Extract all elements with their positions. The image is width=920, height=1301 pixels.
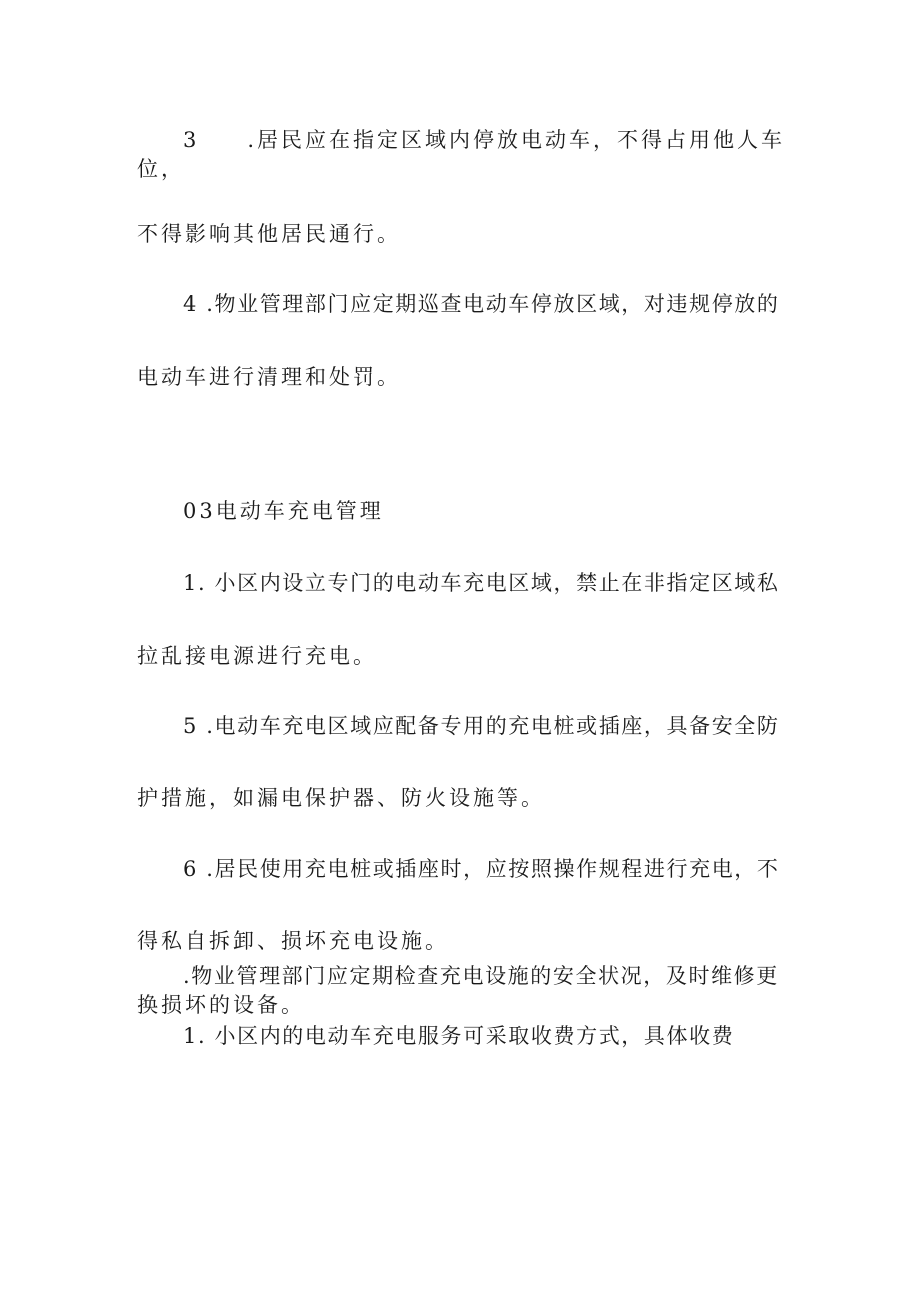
paragraph-3-text: .居民应在指定区域内停放电动车，不得占用他人车	[247, 128, 786, 152]
charging-item-5-line-2: 护措施，如漏电保护器、防火设施等。	[137, 786, 545, 810]
section-heading: 03电动车充电管理	[183, 499, 384, 523]
paragraph-3-line-3: 不得影响其他居民通行。	[137, 222, 401, 246]
paragraph-3-line-1	[183, 128, 843, 152]
charging-item-6-line-2: 得私自拆卸、损坏充电设施。	[137, 929, 449, 953]
charging-item-6-line-1: 6 .居民使用充电桩或插座时，应按照操作规程进行充电，不	[183, 857, 780, 881]
charging-item-1-line-1: 1. 小区内设立专门的电动车充电区域，禁止在非指定区域私	[183, 571, 780, 595]
charging-fee-line-1: 1. 小区内的电动车充电服务可采取收费方式，具体收费	[183, 1024, 735, 1048]
charging-item-7-line-1: .物业管理部门应定期检查充电设施的安全状况，及时维修更	[183, 964, 779, 988]
charging-item-7-line-2: 换损坏的设备。	[137, 993, 305, 1017]
paragraph-3-line-2: 位，	[137, 157, 185, 181]
paragraph-4-line-2: 电动车进行清理和处罚。	[137, 365, 401, 389]
charging-item-5-line-1: 5 .电动车充电区域应配备专用的充电桩或插座，具备安全防	[183, 714, 780, 738]
paragraph-4-line-1: 4 .物业管理部门应定期巡查电动车停放区域，对违规停放的	[183, 292, 780, 316]
paragraph-3-number: 3	[183, 128, 200, 152]
charging-item-1-line-2: 拉乱接电源进行充电。	[137, 644, 377, 668]
